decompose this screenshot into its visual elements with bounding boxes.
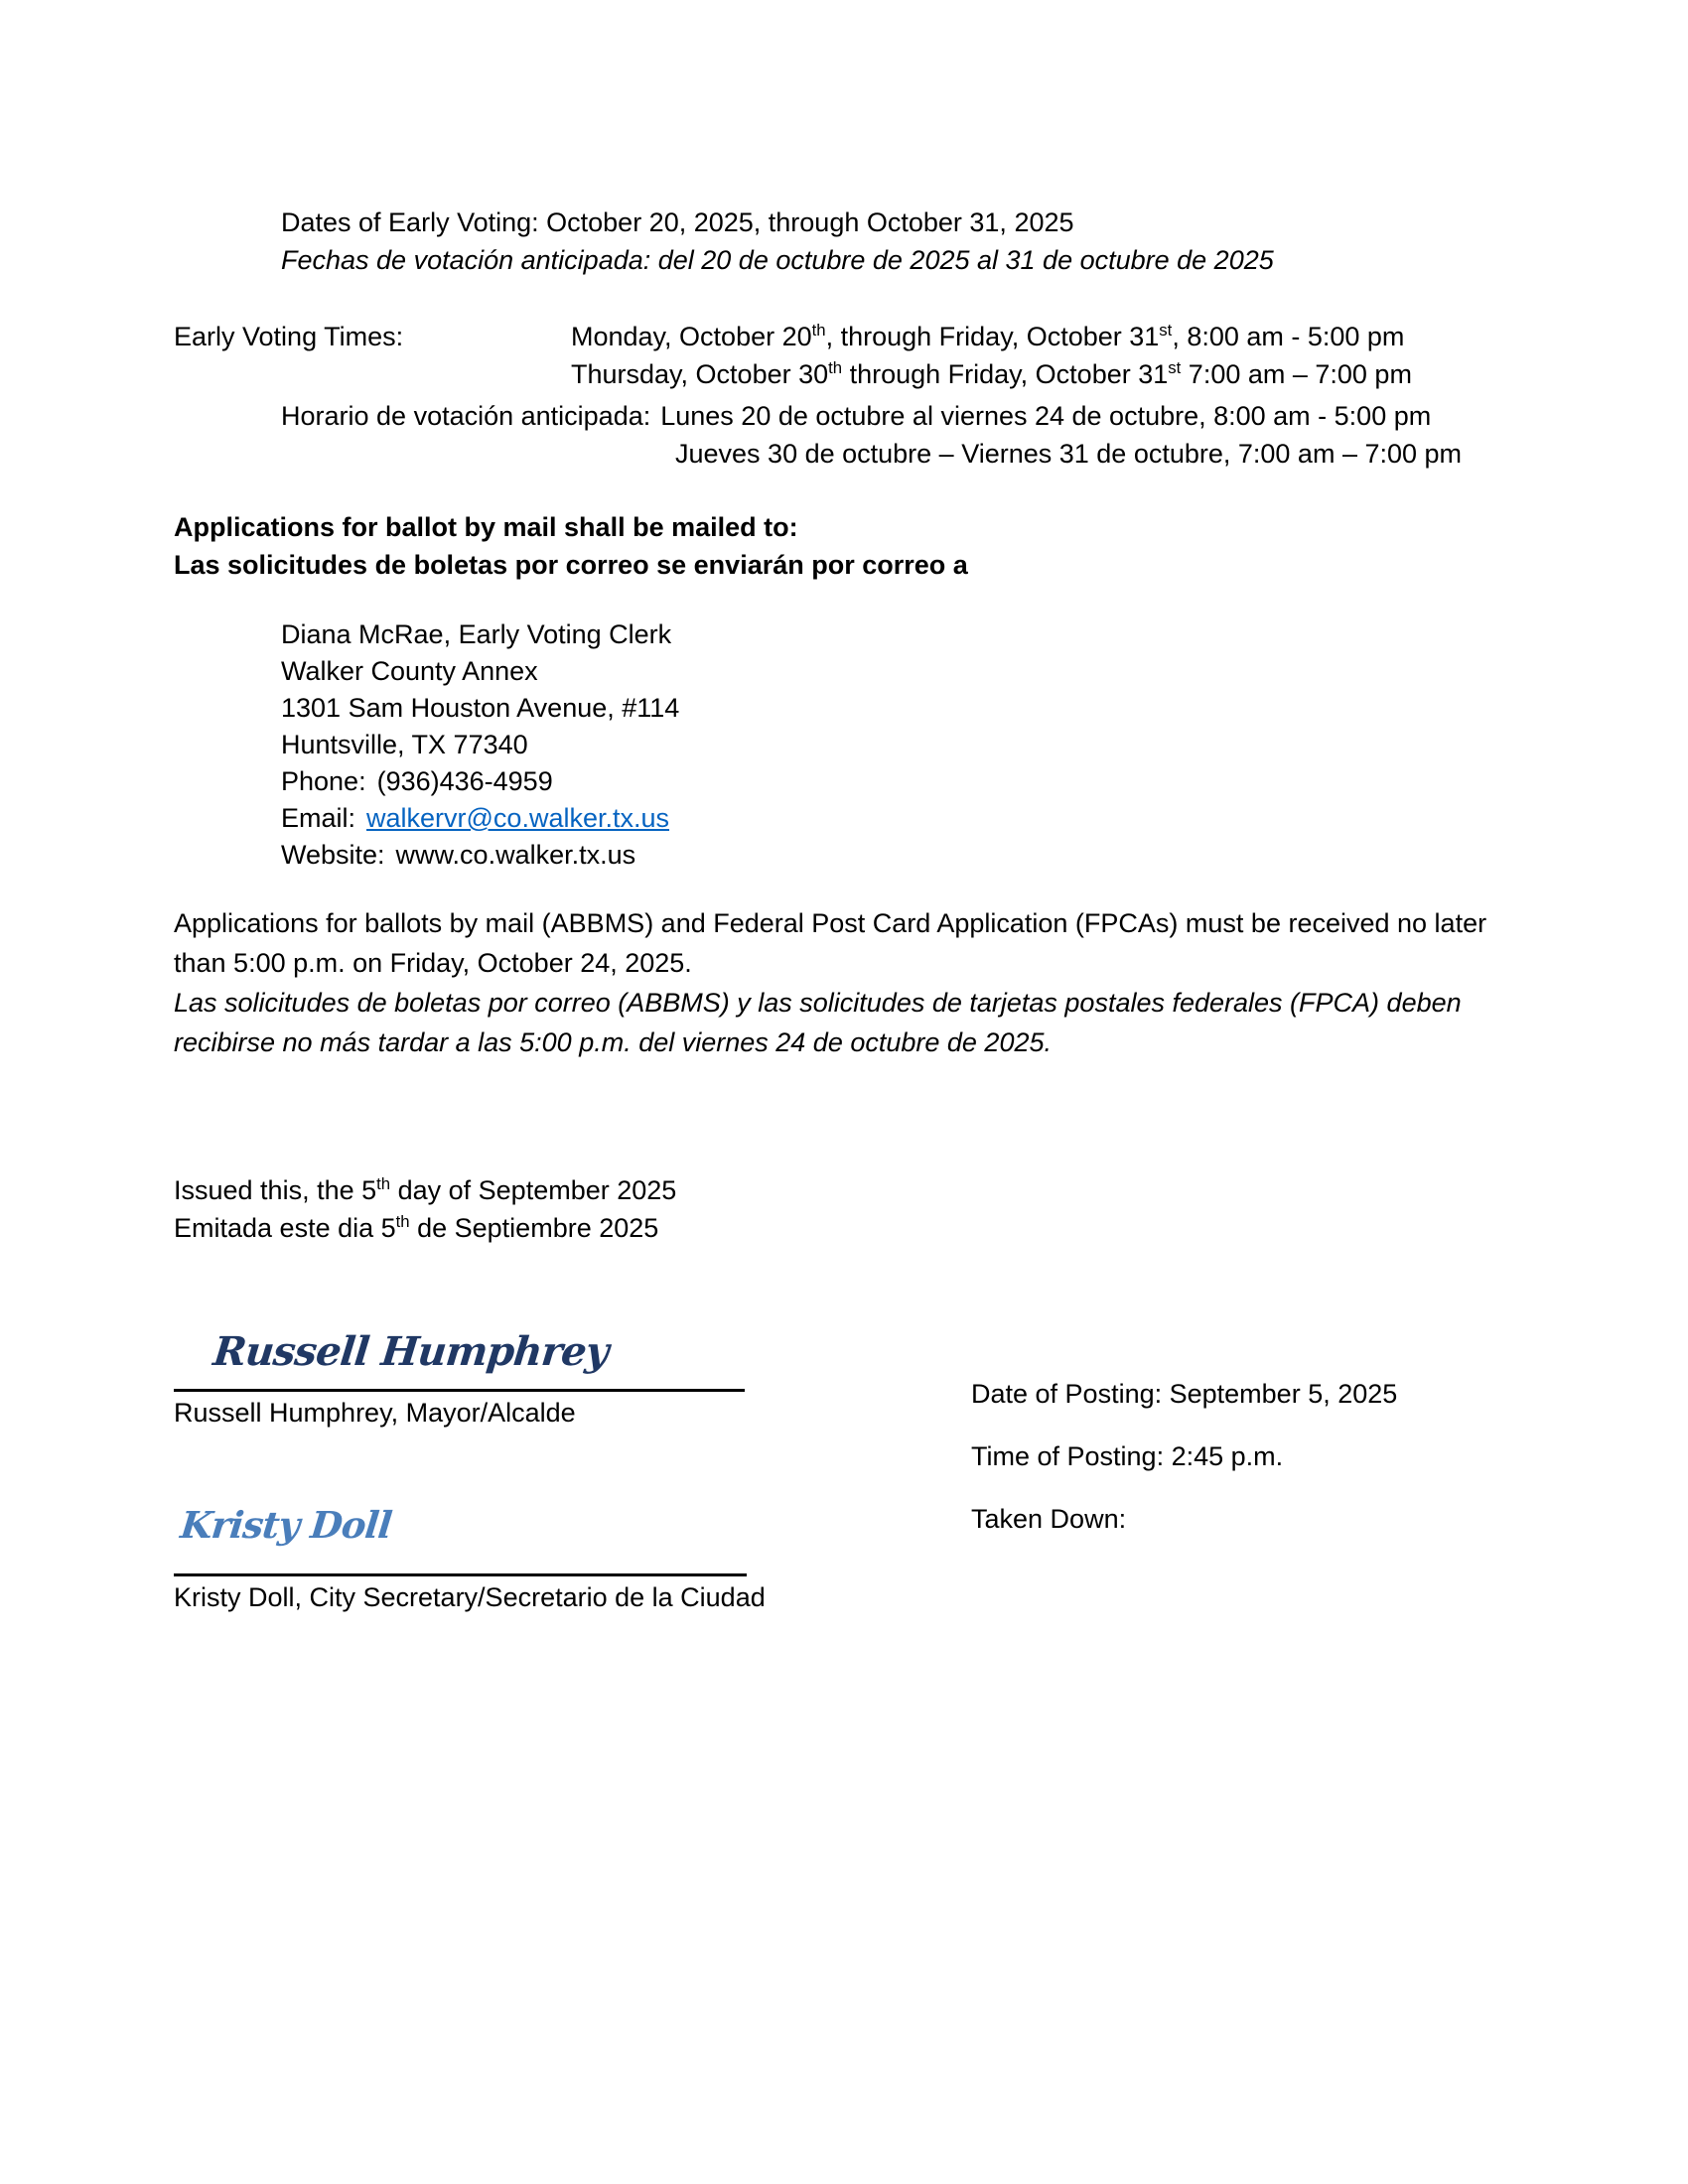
website-label: Website: [281, 840, 385, 870]
issued-es-post: de Septiembre 2025 [409, 1213, 659, 1243]
times-line2-sup-st: st [1168, 358, 1182, 377]
early-voting-dates-spanish: Fechas de votación anticipada: del 20 de octubre de 2025 al 31 de octubre de 2025 [281, 245, 1274, 275]
email-link[interactable]: walkervr@co.walker.tx.us [366, 803, 670, 833]
deadline-paragraph-english: Applications for ballots by mail (ABBMS) and Federal Post Card Application (FPCAs) must be received no later than 5:00 p.m. on Friday, October 24, 2025. [174, 908, 1487, 978]
issued-date-spanish [174, 1209, 658, 1247]
website-value: www.co.walker.tx.us [395, 840, 636, 870]
signature-script-mayor: Russell Humphrey [211, 1328, 611, 1375]
issued-en-sup: th [376, 1174, 391, 1193]
address-clerk-name: Diana McRae, Early Voting Clerk [281, 619, 672, 649]
issued-en-pre: Issued this, the 5 [174, 1175, 377, 1205]
address-city-state-zip: Huntsville, TX 77340 [281, 730, 528, 759]
times-line2-post: 7:00 am – 7:00 pm [1181, 359, 1412, 389]
horario-line-1: Lunes 20 de octubre al viernes 24 de octubre, 8:00 am - 5:00 pm [660, 401, 1432, 431]
address-website [281, 836, 635, 874]
address-building: Walker County Annex [281, 656, 538, 686]
early-voting-dates-english: Dates of Early Voting: October 20, 2025, through October 31, 2025 [281, 207, 1074, 237]
issued-es-pre: Emitada este dia 5 [174, 1213, 396, 1243]
address-phone [281, 762, 553, 800]
mail-applications-heading-english: Applications for ballot by mail shall be mailed to: [174, 512, 798, 542]
horario-label: Horario de votación anticipada: [281, 401, 651, 431]
time-of-posting: Time of Posting: 2:45 p.m. [971, 1441, 1284, 1471]
early-voting-times-label-spanish [281, 397, 1431, 435]
mail-applications-heading-spanish: Las solicitudes de boletas por correo se enviarán por correo a [174, 550, 968, 580]
early-voting-times-line-2 [571, 355, 1412, 393]
times-line2-mid: through Friday, October 31 [842, 359, 1169, 389]
times-line2-sup-th: th [828, 358, 843, 377]
phone-value: (936)436-4959 [376, 766, 553, 796]
date-of-posting: Date of Posting: September 5, 2025 [971, 1379, 1398, 1409]
phone-label: Phone: [281, 766, 366, 796]
times-line2-pre: Thursday, October 30 [571, 359, 829, 389]
early-voting-times-label: Early Voting Times: [174, 322, 404, 351]
signature-printed-name-secretary: Kristy Doll, City Secretary/Secretario de la Ciudad [174, 1582, 766, 1612]
signature-printed-name-mayor: Russell Humphrey, Mayor/Alcalde [174, 1398, 576, 1428]
issued-en-post: day of September 2025 [390, 1175, 677, 1205]
email-label: Email: [281, 803, 356, 833]
signature-line-secretary [174, 1573, 747, 1576]
taken-down-label: Taken Down: [971, 1504, 1127, 1534]
deadline-paragraph-spanish: Las solicitudes de boletas por correo (ABBMS) y las solicitudes de tarjetas postales federales (FPCA) deben recibirse no más tardar a las 5:00 p.m. del viernes 24 de octubre de 2025. [174, 988, 1462, 1057]
issued-date-english [174, 1171, 676, 1209]
address-email [281, 799, 669, 837]
times-line1-sup-th: th [811, 321, 826, 340]
times-line1-sup-st: st [1159, 321, 1173, 340]
times-line1-pre: Monday, October 20 [571, 322, 812, 351]
issued-es-sup: th [395, 1212, 410, 1231]
early-voting-times-line-1 [571, 318, 1404, 355]
address-street: 1301 Sam Houston Avenue, #114 [281, 693, 680, 723]
signature-script-secretary: Kristy Doll [178, 1503, 394, 1547]
early-voting-times-line-4-spanish: Jueves 30 de octubre – Viernes 31 de octubre, 7:00 am – 7:00 pm [675, 439, 1463, 469]
signature-line-mayor [174, 1389, 745, 1392]
times-line1-mid: , through Friday, October 31 [825, 322, 1160, 351]
times-line1-post: , 8:00 am - 5:00 pm [1172, 322, 1405, 351]
